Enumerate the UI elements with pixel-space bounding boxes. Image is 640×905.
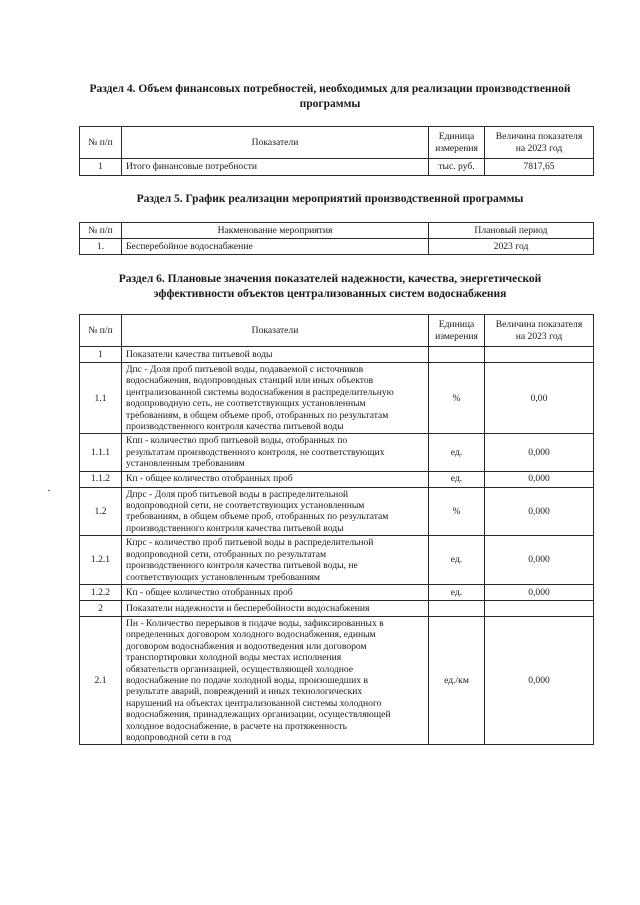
indicator-text-line: водоснабжение по подаче холодной воды, произошедших в bbox=[126, 674, 369, 686]
section5-row-name: Бесперебойное водоснабжение bbox=[122, 239, 429, 255]
row-indicator bbox=[122, 471, 429, 487]
table-row bbox=[80, 239, 594, 255]
indicator-text-line: требованиям, в общем объеме проб, отобранных по результатам bbox=[126, 511, 389, 523]
row-number: 1.1.2 bbox=[80, 471, 122, 487]
indicator-text-line: транспортировки холодной воды местах исполнения bbox=[126, 652, 342, 664]
row-unit: ед. bbox=[429, 471, 485, 487]
row-value: 0,00 bbox=[485, 363, 594, 434]
indicator-text-line: Кп - общее количество отобранных проб bbox=[126, 586, 293, 598]
indicator-text-line: установленным требованиям bbox=[126, 458, 245, 470]
table-row bbox=[80, 600, 594, 616]
section6-table bbox=[79, 314, 594, 745]
section5-title: Раздел 5. График реализации мероприятий производственной программы bbox=[136, 193, 524, 205]
row-unit bbox=[429, 600, 485, 616]
section4-title-line1: Раздел 4. Объем финансовых потребностей, необходимых для реализации производственной bbox=[89, 83, 571, 95]
indicator-text-line: соответствующих установленным требованиям bbox=[126, 571, 320, 583]
table-row bbox=[80, 487, 594, 536]
indicator-text-line: требованиям, в общем объеме проб, отобранных по результатам bbox=[126, 409, 389, 421]
row-unit: ед. bbox=[429, 584, 485, 600]
table-row bbox=[80, 584, 594, 600]
row-indicator bbox=[122, 616, 429, 744]
section4-table bbox=[79, 126, 594, 176]
row-value: 0,000 bbox=[485, 584, 594, 600]
indicator-text-line: Кпрс - количество проб питьевой воды в распределительной bbox=[126, 537, 374, 549]
indicator-text-line: водопроводной сети, отобранных по результатам bbox=[126, 548, 327, 560]
row-indicator bbox=[122, 584, 429, 600]
section6-header-indicator: Показатели bbox=[122, 315, 429, 347]
indicator-text-line: водоснабжения, водопроводных станций или иных объектов bbox=[126, 375, 374, 387]
section4-header-row bbox=[80, 127, 594, 159]
section4-row-num: 1 bbox=[80, 159, 122, 176]
section6-header-unit-line2: измерения bbox=[435, 330, 478, 342]
row-unit bbox=[429, 347, 485, 363]
section6-header-row bbox=[80, 315, 594, 347]
section5-header-name: Накменование мероприятия bbox=[122, 223, 429, 239]
table-row bbox=[80, 434, 594, 471]
row-indicator bbox=[122, 363, 429, 434]
indicator-text-line: водопроводной сети в год bbox=[126, 731, 232, 743]
row-number: 1.1.1 bbox=[80, 434, 122, 471]
row-unit: ед. bbox=[429, 536, 485, 585]
section6-title-line2: эффективности объектов централизованных систем водоснабжения bbox=[153, 288, 507, 300]
row-number: 2 bbox=[80, 600, 122, 616]
row-value: 0,000 bbox=[485, 471, 594, 487]
indicator-text-line: производственного контроля качества питьевой воды, не bbox=[126, 560, 358, 572]
row-value: 0,000 bbox=[485, 616, 594, 744]
section4-row-value: 7817,65 bbox=[485, 159, 594, 176]
section6-title bbox=[60, 272, 600, 302]
row-number: 1.2.2 bbox=[80, 584, 122, 600]
indicator-text-line: результате аварий, повреждений и иных технологических bbox=[126, 686, 363, 698]
section4-header-unit-line1: Единица bbox=[438, 131, 475, 143]
section6-header-value-line1: Величина показателя bbox=[495, 319, 583, 331]
row-unit: ед./км bbox=[429, 616, 485, 744]
row-unit: ед. bbox=[429, 434, 485, 471]
section4-header-unit bbox=[429, 127, 485, 159]
row-number: 1.1 bbox=[80, 363, 122, 434]
indicator-text-line: Пн - Количество перерывов в подаче воды, зафиксированных в bbox=[126, 617, 384, 629]
section6-header-unit-line1: Единица bbox=[438, 319, 475, 331]
section4-header-indicator: Показатели bbox=[122, 127, 429, 159]
indicator-text-line: определенных договором холодного водоснабжения, единым bbox=[126, 629, 376, 641]
section4-header-num: № п/п bbox=[80, 127, 122, 159]
section5-row-num: 1. bbox=[80, 239, 122, 255]
section4-header-value-line2: на 2023 год bbox=[515, 142, 563, 154]
section6-table-body bbox=[80, 347, 594, 745]
row-value: 0,000 bbox=[485, 434, 594, 471]
indicator-text-line: обязательств организацией, осуществляющей холодное bbox=[126, 663, 354, 675]
indicator-text-line: Показатели надежности и бесперебойности водоснабжения bbox=[126, 602, 370, 614]
table-row bbox=[80, 471, 594, 487]
table-row bbox=[80, 536, 594, 585]
indicator-text-line: договором водоснабжения и водоотведения или договором bbox=[126, 640, 367, 652]
section4-header-value bbox=[485, 127, 594, 159]
row-number: 1.2 bbox=[80, 487, 122, 536]
section5-header-num: № п/п bbox=[80, 223, 122, 239]
row-unit: % bbox=[429, 487, 485, 536]
indicator-text-line: водопроводной сети, не соответствующих установленным bbox=[126, 500, 365, 512]
section4-header-value-line1: Величина показателя bbox=[495, 131, 583, 143]
table-row bbox=[80, 363, 594, 434]
indicator-text-line: производственного контроля качества питьевой воды bbox=[126, 421, 344, 433]
section5-header-row bbox=[80, 223, 594, 239]
section5-row-period: 2023 год bbox=[429, 239, 594, 255]
scan-speck bbox=[48, 490, 50, 491]
indicator-text-line: производственного контроля качества питьевой воды bbox=[126, 522, 344, 534]
section6-header-value bbox=[485, 315, 594, 347]
table-row bbox=[80, 159, 594, 176]
section4-header-unit-line2: измерения bbox=[435, 142, 478, 154]
section5-table bbox=[79, 222, 594, 255]
indicator-text-line: Кпп - количество проб питьевой воды, отобранных по bbox=[126, 435, 348, 447]
indicator-text-line: Дпрс - Доля проб питьевой воды в распределительной bbox=[126, 488, 349, 500]
row-value: 0,000 bbox=[485, 487, 594, 536]
row-indicator bbox=[122, 347, 429, 363]
indicator-text-line: результатам производственного контроля, не соответствующих bbox=[126, 446, 385, 458]
section5-header-period: Плановый период bbox=[429, 223, 594, 239]
indicator-text-line: Кп - общее количество отобранных проб bbox=[126, 473, 293, 485]
section4-title bbox=[60, 82, 600, 112]
row-number: 1 bbox=[80, 347, 122, 363]
indicator-text-line: Дпс - Доля проб питьевой воды, подаваемой с источников bbox=[126, 364, 364, 375]
indicator-text-line: водопроводную сеть, не соответствующих установленным bbox=[126, 398, 366, 410]
row-value: 0,000 bbox=[485, 536, 594, 585]
section6-header-unit bbox=[429, 315, 485, 347]
section4-title-line2: программы bbox=[299, 98, 361, 110]
indicator-text-line: централизованной системы водоснабжения в распределительную bbox=[126, 386, 394, 398]
section4-row-name: Итого финансовые потребности bbox=[122, 159, 429, 176]
table-row bbox=[80, 616, 594, 744]
section6-title-line1: Раздел 6. Плановые значения показателей надежности, качества, энергетической bbox=[118, 273, 542, 285]
section6-header-num: № п/п bbox=[80, 315, 122, 347]
row-indicator bbox=[122, 434, 429, 471]
table-row bbox=[80, 347, 594, 363]
row-number: 1.2.1 bbox=[80, 536, 122, 585]
section6-header-value-line2: на 2023 год bbox=[515, 330, 563, 342]
row-unit: % bbox=[429, 363, 485, 434]
indicator-text-line: нарушений на объектах централизованной системы холодного bbox=[126, 697, 382, 709]
indicator-text-line: Показатели качества питьевой воды bbox=[126, 348, 273, 360]
section4-row-unit: тыс. руб. bbox=[429, 159, 485, 176]
row-number: 2.1 bbox=[80, 616, 122, 744]
row-indicator bbox=[122, 487, 429, 536]
indicator-text-line: водоснабжения, принадлежащих организации, осуществляющей bbox=[126, 709, 391, 721]
row-indicator bbox=[122, 536, 429, 585]
row-value bbox=[485, 600, 594, 616]
indicator-text-line: холодное водоснабжение, в расчете на протяженность bbox=[126, 720, 348, 732]
row-value bbox=[485, 347, 594, 363]
row-indicator bbox=[122, 600, 429, 616]
